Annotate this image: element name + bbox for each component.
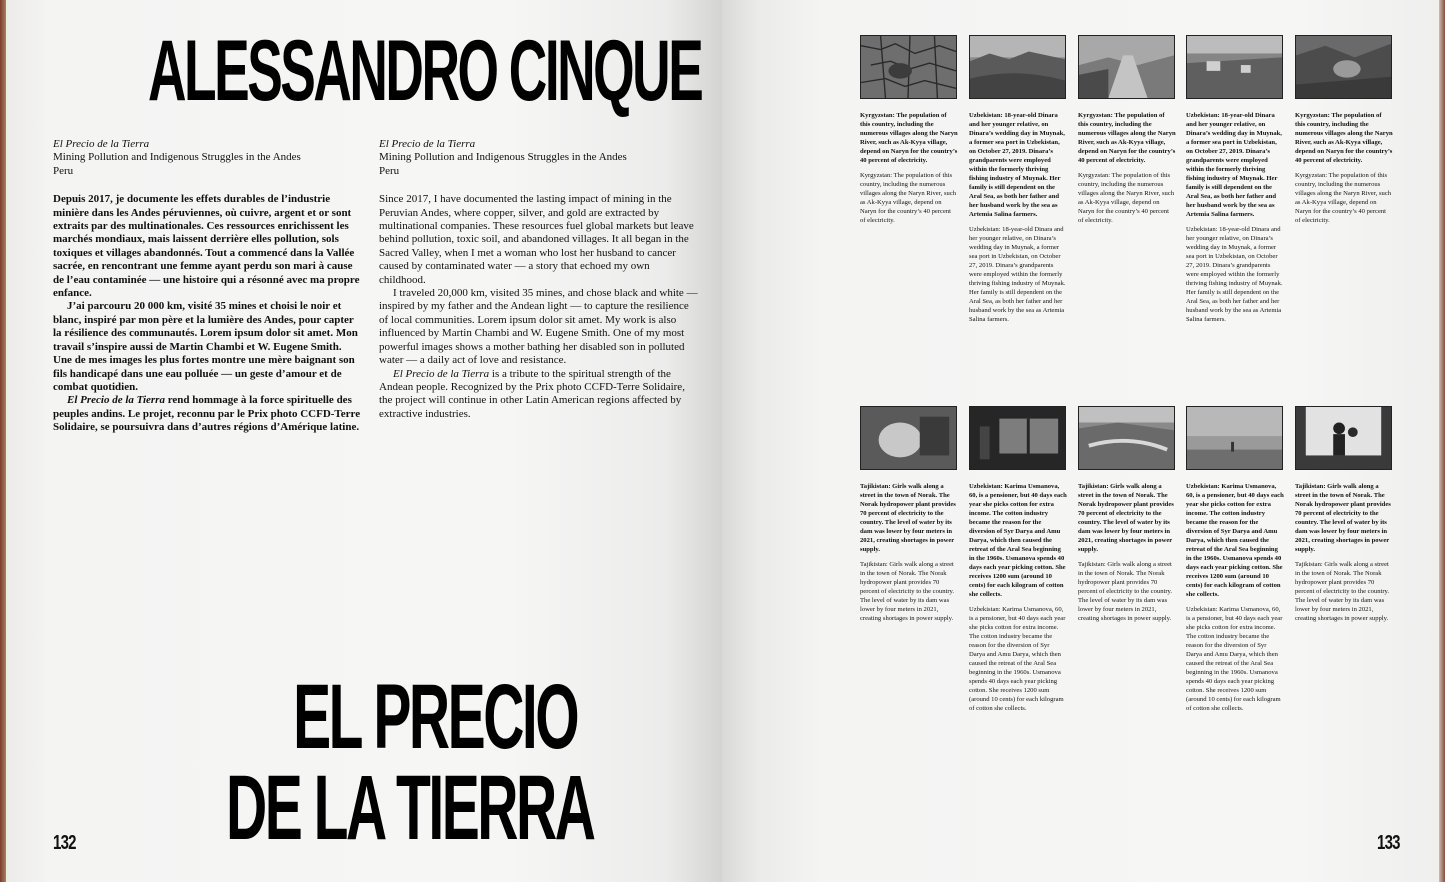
caption-regular: Uzbekistan: 18-year-old Dinara and her younger relative, on Dinara’s wedding day in Muynak, a former sea port in Uzbekistan, on October 27, 2019. Dinara’s grandparents were employed within the formerly thriving fishing industry of Muynak. Her family is still dependent on the Aral Sea, as both her father and her husband work by the sea as Artemia Salina farmers. [1186,226,1283,323]
english-subtitle: Mining Pollution and Indigenous Struggles in the Andes [379,151,627,164]
photo-caption [1295,482,1393,623]
french-body [53,193,363,434]
photo-cell [1078,35,1176,231]
french-subtitle: Mining Pollution and Indigenous Struggles in the Andes [53,151,301,164]
photo-caption [1186,111,1284,324]
photo-cracked-earth [860,35,957,99]
left-page [6,0,722,882]
caption-bold: Kyrgyzstan: The population of this country, including the numerous villages along the Naryn River, such as Ak-Kyya village, depend on Naryn for the country’s 40 percent of electricity. [1295,112,1393,164]
photo-caption [1078,111,1176,225]
right-page [722,0,1439,882]
photo-cell [860,35,958,231]
english-body [379,193,699,421]
french-meta [53,138,363,178]
french-series-title: El Precio de la Tierra [53,138,150,150]
english-series-title: El Precio de la Tierra [379,138,476,150]
project-big-title [226,666,594,859]
photo-cell [860,406,958,629]
caption-regular: Uzbekistan: Karima Usmanova, 60, is a pensioner, but 40 days each year she picks cotton for extra income. The cotton industry became the reason for the diversion of Syr Darya and Amu Darya, which then caused the retreat of the Aral Sea beginning in the 1960s. Usmanova spends 40 days each year picking cotton. She receives 1200 sum (around 10 cents) for each kilogram of cotton she collects. [1186,606,1283,712]
french-paragraph-3 [53,394,363,434]
photo-caption [1078,482,1176,623]
english-paragraph-3-rest: is a tribute to the spiritual strength of the Andean people. Recognized by the Prix photo CCFD-Terre Solidaire, the project will continue in other Latin American regions affected by extractive industries. [379,367,685,420]
caption-bold: Uzbekistan: Karima Usmanova, 60, is a pensioner, but 40 days each year she picks cotton for extra income. The cotton industry became the reason for the diversion of Syr Darya and Amu Darya, which then caused the retreat of the Aral Sea beginning in the 1960s. Usmanova spends 40 days each year picking cotton. She receives 1200 sum (around 10 cents) for each kilogram of cotton she collects. [969,483,1067,598]
photo-cell [1186,35,1284,330]
photo-mine-slope [1078,35,1175,99]
french-paragraph-3-title: El Precio de la Tierra [67,394,165,407]
caption-regular: Kyrgyzstan: The population of this country, including the numerous villages along the Naryn River, such as Ak-Kyya village, depend on Naryn for the country’s 40 percent of electricity. [1295,172,1392,224]
caption-bold: Uzbekistan: 18-year-old Dinara and her younger relative, on Dinara’s wedding day in Muynak, a former sea port in Uzbekistan, on October 27, 2019. Dinara’s grandparents were employed within the formerly thriving fishing industry of Muynak. Her family is still dependent on the Aral Sea, as both her father and her husband work by the sea as Artemia Salina farmers. [1186,112,1282,218]
caption-bold: Tajikistan: Girls walk along a street in the town of Norak. The Norak hydropower plant provides 70 percent of electricity to the country. The level of water by its dam was lower by four meters in 2021, creating shortages in power supply. [1078,483,1174,553]
photo-rocky-terrain [1295,35,1392,99]
photo-window-room [969,406,1066,470]
photo-cell [969,35,1067,330]
caption-regular: Tajikistan: Girls walk along a street in the town of Norak. The Norak hydropower plant provides 70 percent of electricity to the country. The level of water by its dam was lower by four meters in 2021, creating shortages in power supply. [1295,561,1390,622]
photo-cell [969,406,1067,719]
photo-cell [1186,406,1284,719]
photo-caption [1295,111,1393,225]
photo-cell [1078,406,1176,629]
english-text-column [379,138,699,421]
big-title-line-2: DE LA TIERRA [226,757,594,859]
caption-regular: Tajikistan: Girls walk along a street in the town of Norak. The Norak hydropower plant provides 70 percent of electricity to the country. The level of water by its dam was lower by four meters in 2021, creating shortages in power supply. [860,561,955,622]
english-paragraph-1: Since 2017, I have documented the lasting impact of mining in the Peruvian Andes, where copper, silver, and gold are extracted by multinational companies. These resources fuel global markets but leave behind pollution, toxic soil, and abandoned villages. It all began in the Sacred Valley, when I met a woman who lost her husband to cancer caused by contaminated water — a story that echoed my own childhood. [379,193,694,286]
caption-regular: Kyrgyzstan: The population of this country, including the numerous villages along the Naryn River, such as Ak-Kyya village, depend on Naryn for the country’s 40 percent of electricity. [860,172,957,224]
photo-cell [1295,35,1393,231]
french-paragraph-2: J’ai parcouru 20 000 km, visité 35 mines et choisi le noir et blanc, inspiré par mon père et la lumière des Andes, pour capter la résilience des communautés. Lorem ipsum dolor sit amet. Mon travail s’inspire aussi de Martin Chambi et W. Eugene Smith. Une de mes images les plus fortes montre une mère baignant son fils handicapé dans une eau polluée — un geste d’amour et de combat quotidien. [53,300,358,393]
english-country: Peru [379,164,400,177]
caption-regular: Uzbekistan: Karima Usmanova, 60, is a pensioner, but 40 days each year she picks cotton for extra income. The cotton industry became the reason for the diversion of Syr Darya and Amu Darya, which then caused the retreat of the Aral Sea beginning in the 1960s. Usmanova spends 40 days each year picking cotton. She receives 1200 sum (around 10 cents) for each kilogram of cotton she collects. [969,606,1066,712]
photo-misty-field [1186,406,1283,470]
page-number-left: 132 [53,832,76,854]
photo-caption [969,111,1067,324]
caption-bold: Uzbekistan: 18-year-old Dinara and her younger relative, on Dinara’s wedding day in Muynak, a former sea port in Uzbekistan, on October 27, 2019. Dinara’s grandparents were employed within the formerly thriving fishing industry of Muynak. Her family is still dependent on the Aral Sea, as both her father and her husband work by the sea as Artemia Salina farmers. [969,112,1065,218]
photo-caption [969,482,1067,713]
photo-caption [860,111,958,225]
caption-bold: Kyrgyzstan: The population of this country, including the numerous villages along the Naryn River, such as Ak-Kyya village, depend on Naryn for the country’s 40 percent of electricity. [860,112,958,164]
caption-bold: Kyrgyzstan: The population of this country, including the numerous villages along the Naryn River, such as Ak-Kyya village, depend on Naryn for the country’s 40 percent of electricity. [1078,112,1176,164]
photo-caption [1186,482,1284,713]
english-meta [379,138,699,178]
french-paragraph-3-rest: rend hommage à la force spirituelle des peuples andins. Le projet, reconnu par le Prix photo CCFD-Terre Solidaire, se poursuivra dans d’autres régions d’Amérique latine. [53,394,361,434]
french-country: Peru [53,164,74,177]
page-number-right: 133 [1377,832,1400,854]
photo-town-aerial [1078,406,1175,470]
french-paragraph-1: Depuis 2017, je documente les effets durables de l’industrie minière dans les Andes péruviennes, où cuivre, argent et or sont extraits par des multinationales. Ces ressources enrichissent les marchés mondiaux, mais laissent derrière elles pollution, sols toxiques et villages abandonnés. Tout a commencé dans la Vallée sacrée, en rencontrant une femme ayant perdu son mari à cause de l’eau contaminée — une histoire qui a résonné avec ma propre enfance. [53,193,360,300]
photo-cell [1295,406,1393,629]
book-edge-right [1439,0,1445,882]
photographer-name-title: ALESSANDRO CINQUE [148,23,702,119]
photo-caption [860,482,958,623]
photo-interior-child [860,406,957,470]
french-text-column [53,138,363,435]
english-paragraph-3-title: El Precio de la Tierra [393,367,490,380]
photo-mining-site [1186,35,1283,99]
caption-regular: Uzbekistan: 18-year-old Dinara and her younger relative, on Dinara’s wedding day in Muynak, a former sea port in Uzbekistan, on October 27, 2019. Dinara’s grandparents were employed within the formerly thriving fishing industry of Muynak. Her family is still dependent on the Aral Sea, as both her father and her husband work by the sea as Artemia Salina farmers. [969,226,1066,323]
english-paragraph-3 [379,368,699,422]
photo-valley-landscape [969,35,1066,99]
caption-bold: Uzbekistan: Karima Usmanova, 60, is a pensioner, but 40 days each year she picks cotton for extra income. The cotton industry became the reason for the diversion of Syr Darya and Amu Darya, which then caused the retreat of the Aral Sea beginning in the 1960s. Usmanova spends 40 days each year picking cotton. She receives 1200 sum (around 10 cents) for each kilogram of cotton she collects. [1186,483,1284,598]
caption-regular: Kyrgyzstan: The population of this country, including the numerous villages along the Naryn River, such as Ak-Kyya village, depend on Naryn for the country’s 40 percent of electricity. [1078,172,1175,224]
caption-regular: Tajikistan: Girls walk along a street in the town of Norak. The Norak hydropower plant provides 70 percent of electricity to the country. The level of water by its dam was lower by four meters in 2021, creating shortages in power supply. [1078,561,1173,622]
caption-bold: Tajikistan: Girls walk along a street in the town of Norak. The Norak hydropower plant provides 70 percent of electricity to the country. The level of water by its dam was lower by four meters in 2021, creating shortages in power supply. [1295,483,1391,553]
english-paragraph-2: I traveled 20,000 km, visited 35 mines, and chose black and white — inspired by my father and the Andean light — to capture the resilience of local communities. Lorem ipsum dolor sit amet. My work is also influenced by Martin Chambi and W. Eugene Smith. One of my most powerful images shows a mother bathing her disabled son in polluted water — a daily act of love and resistance. [379,287,698,367]
big-title-line-1: EL PRECIO [293,666,578,768]
caption-bold: Tajikistan: Girls walk along a street in the town of Norak. The Norak hydropower plant provides 70 percent of electricity to the country. The level of water by its dam was lower by four meters in 2021, creating shortages in power supply. [860,483,956,553]
photo-curtain-figures [1295,406,1392,470]
